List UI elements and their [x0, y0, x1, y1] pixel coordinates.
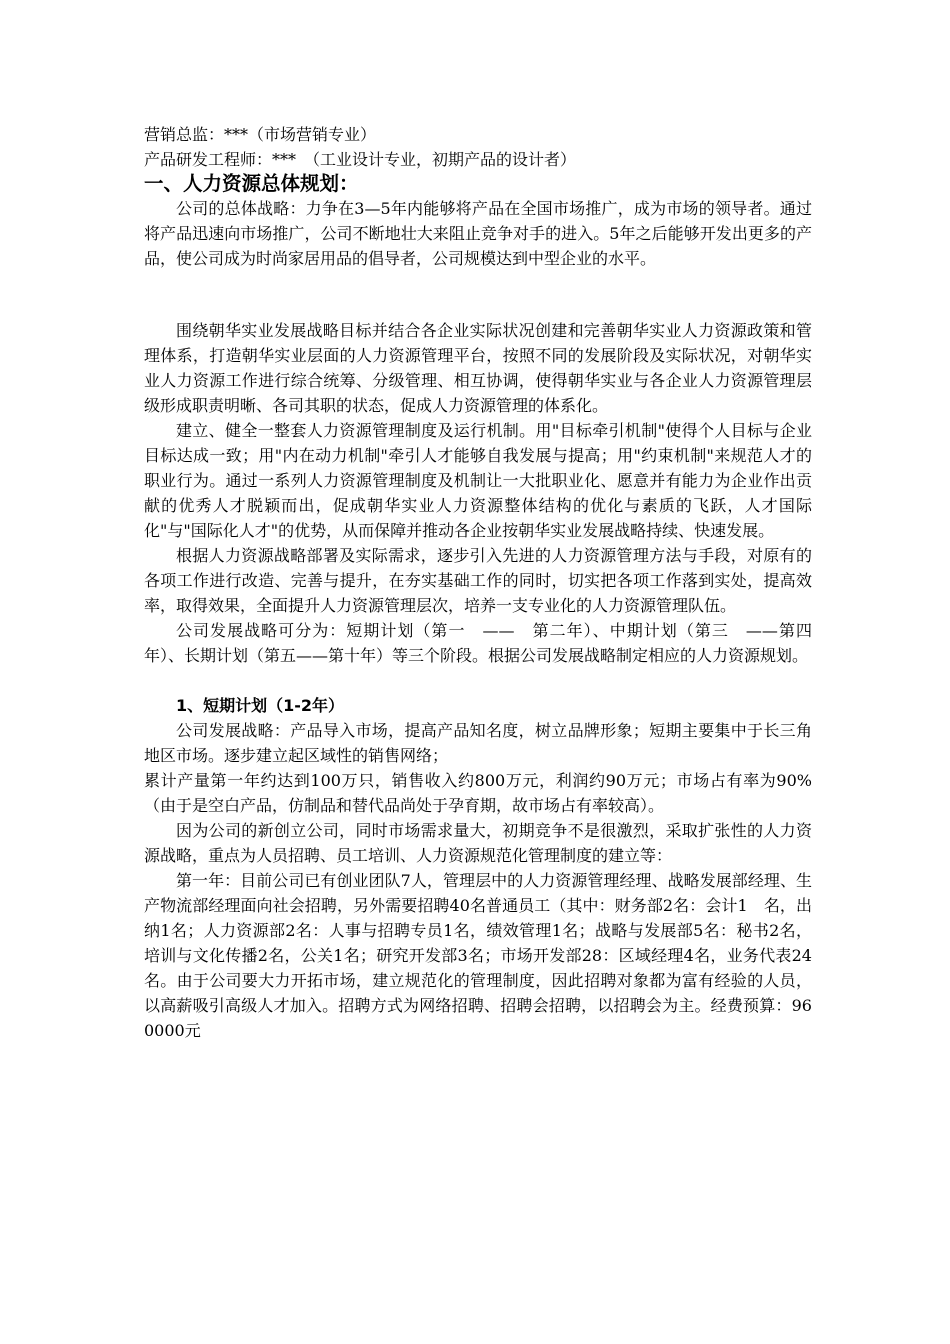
paragraph: 公司的总体战略：力争在3—5年内能够将产品在全国市场推广，成为市场的领导者。通过将产品迅速向市场推广，公司不断地壮大来阻止竞争对手的进入。5年之后能够开发出更多的产品，使公司成为时尚家居用品的倡导者，公司规模达到中型企业的水平。 — [144, 199, 812, 268]
header-label: 营销总监： — [144, 125, 225, 144]
header-value: ***（市场营销专业） — [224, 125, 377, 144]
header-value: *** （工业设计专业，初期产品的设计者） — [272, 150, 577, 169]
paragraph: 公司发展战略：产品导入市场，提高产品知名度，树立品牌形象；短期主要集中于长三角地区市场。逐步建立起区域性的销售网络； — [144, 721, 812, 765]
header-label: 产品研发工程师： — [144, 150, 273, 169]
blank-line — [144, 668, 812, 693]
blank-line — [144, 271, 812, 296]
header-line-marketing-director — [144, 122, 812, 147]
blank-line — [144, 296, 812, 318]
document-page — [144, 122, 812, 1043]
paragraph: 累计产量第一年约达到100万只，销售收入约800万元，利润约90万元；市场占有率为90%（由于是空白产品，仿制品和替代品尚处于孕育期，故市场占有率较高）。 — [144, 771, 812, 815]
paragraph: 公司发展战略可分为：短期计划（第一 —— 第二年）、中期计划（第三 ——第四年）、长期计划（第五——第十年）等三个阶段。根据公司发展战略制定相应的人力资源规划。 — [144, 621, 812, 665]
paragraph: 围绕朝华实业发展战略目标并结合各企业实际状况创建和完善朝华实业人力资源政策和管理体系，打造朝华实业层面的人力资源管理平台，按照不同的发展阶段及实际状况，对朝华实业人力资源工作进行综合统筹、分级管理、相互协调，使得朝华实业与各企业人力资源管理层级形成职责明晰、各司其职的状态，促成人力资源管理的体系化。 — [144, 321, 812, 415]
paragraph: 根据人力资源战略部署及实际需求，逐步引入先进的人力资源管理方法与手段，对原有的各项工作进行改造、完善与提升，在夯实基础工作的同时，切实把各项工作落到实处，提高效率，取得效果，全面提升人力资源管理层次，培养一支专业化的人力资源管理队伍。 — [144, 546, 812, 615]
section-heading-hr-plan: 一、人力资源总体规划： — [144, 172, 359, 195]
paragraph: 建立、健全一整套人力资源管理制度及运行机制。用"目标牵引机制"使得个人目标与企业目标达成一致；用"内在动力机制"牵引人才能够自我发展与提高；用"约束机制"来规范人才的职业行为。通过一系列人力资源管理制度及机制让一大批职业化、愿意并有能力为企业作出贡献的优秀人才脱颖而出，促成朝华实业人力资源整体结构的优化与素质的飞跃，人才国际化"与"国际化人才"的优势，从而保障并推动各企业按朝华实业发展战略持续、快速发展。 — [144, 421, 812, 540]
paragraph: 第一年：目前公司已有创业团队7人，管理层中的人力资源管理经理、战略发展部经理、生产物流部经理面向社会招聘，另外需要招聘40名普通员工（其中：财务部2名：会计1 名，出纳1名；人力资源部2名：人事与招聘专员1名，绩效管理1名；战略与发展部5名：秘书2名，培训与文化传播2名，公关1名；研究开发部3名；市场开发部28：区域经理4名，业务代表24名。由于公司要大力开拓市场，建立规范化的管理制度，因此招聘对象都为富有经验的人员，以高薪吸引高级人才加入。招聘方式为网络招聘、招聘会招聘，以招聘会为主。经费预算：960000元 — [144, 871, 812, 1040]
section-heading-short-term: 1、短期计划（1-2年） — [176, 696, 345, 715]
paragraph: 因为公司的新创立公司，同时市场需求量大，初期竞争不是很激烈，采取扩张性的人力资源战略，重点为人员招聘、员工培训、人力资源规范化管理制度的建立等： — [144, 821, 812, 865]
header-line-rd-engineer — [144, 147, 812, 172]
